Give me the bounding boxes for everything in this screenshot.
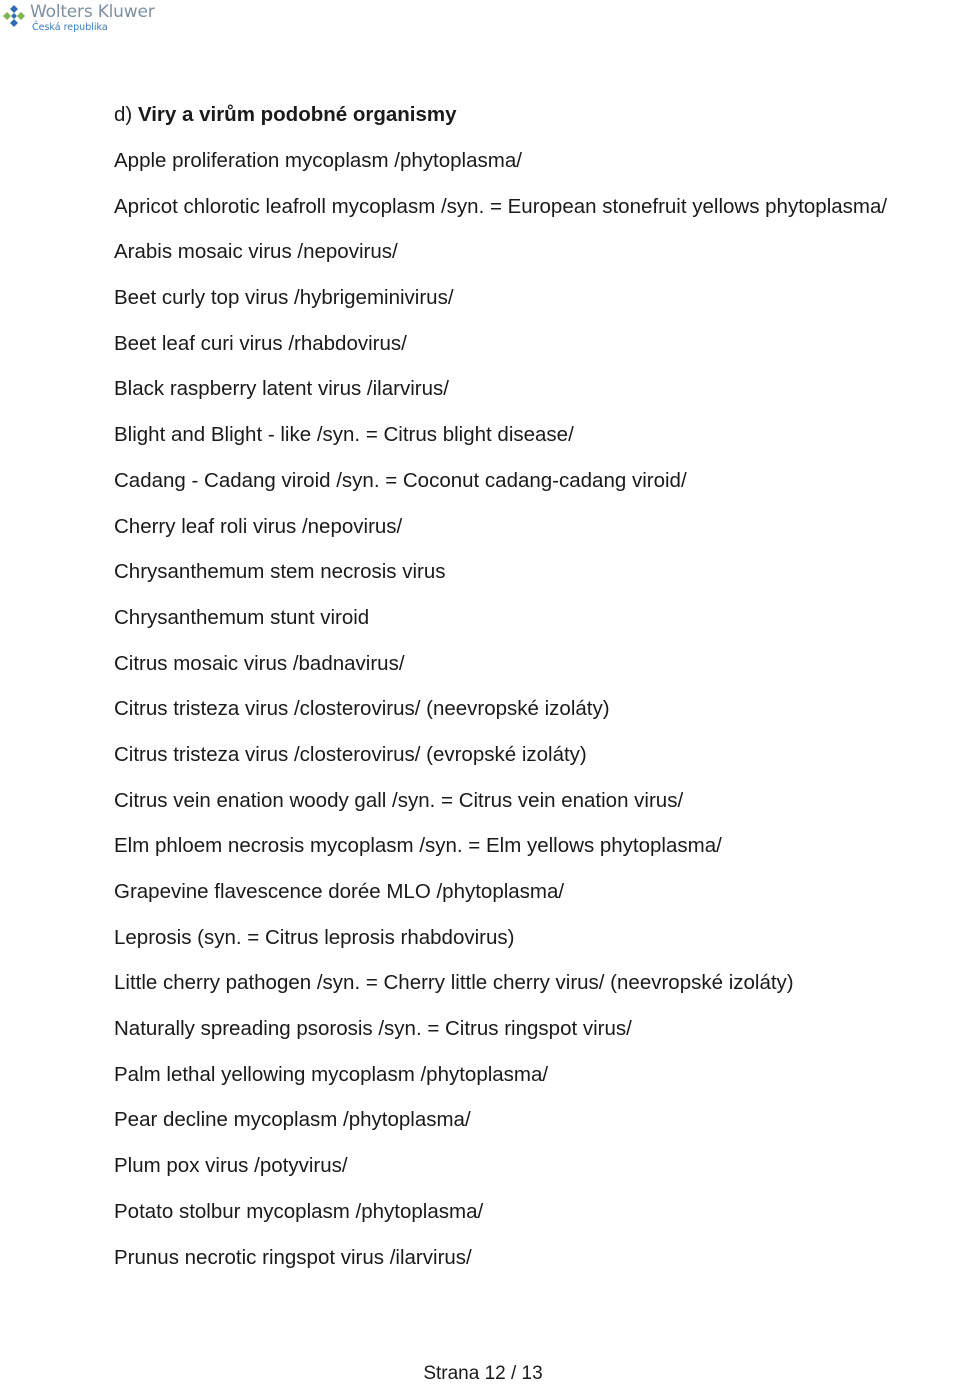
list-item: Grapevine flavescence dorée MLO /phytoplasma/ <box>114 880 565 903</box>
list-item: Prunus necrotic ringspot virus /ilarvirus/ <box>114 1245 472 1269</box>
section-heading <box>114 98 954 132</box>
brand-region: Česká republika <box>32 22 108 33</box>
list-item: Apple proliferation mycoplasm /phytoplasma/ <box>114 149 522 172</box>
list-item: Arabis mosaic virus /nepovirus/ <box>114 240 398 264</box>
logo-text <box>30 2 155 33</box>
list-item: Blight and Blight - like /syn. = Citrus blight disease/ <box>114 423 574 447</box>
header-logo <box>2 2 155 33</box>
list-item: Citrus tristeza virus /closterovirus/ (evropské izoláty) <box>114 742 587 766</box>
list-item: Little cherry pathogen /syn. = Cherry little cherry virus/ (neevropské izoláty) <box>114 971 794 995</box>
section-title: Viry a virům podobné organismy <box>137 103 457 126</box>
list-item: Cherry leaf roli virus /nepovirus/ <box>114 514 403 538</box>
list-item: Apricot chlorotic leafroll mycoplasm /syn. = European stonefruit yellows phytoplasma/ <box>114 194 888 218</box>
page-number: Strana 12 / 13 <box>423 1363 543 1384</box>
section-prefix: d) <box>114 103 133 126</box>
list-item: Potato stolbur mycoplasm /phytoplasma/ <box>114 1199 484 1223</box>
list-item: Cadang - Cadang viroid /syn. = Coconut cadang-cadang viroid/ <box>114 468 687 492</box>
list-item: Citrus mosaic virus /badnavirus/ <box>114 651 405 675</box>
list-item: Chrysanthemum stem necrosis virus <box>114 560 446 584</box>
list-item: Elm phloem necrosis mycoplasm /syn. = Elm yellows phytoplasma/ <box>114 834 722 858</box>
list-item: Black raspberry latent virus /ilarvirus/ <box>114 377 449 401</box>
organism-list <box>114 144 954 1275</box>
wolters-kluwer-logo-icon <box>2 4 26 28</box>
list-item: Beet leaf curi virus /rhabdovirus/ <box>114 331 407 355</box>
list-item: Leprosis (syn. = Citrus leprosis rhabdovirus) <box>114 925 515 949</box>
list-item: Pear decline mycoplasm /phytoplasma/ <box>114 1108 471 1132</box>
document-body <box>114 98 954 1286</box>
brand-name: Wolters Kluwer <box>30 2 155 22</box>
list-item: Naturally spreading psorosis /syn. = Citrus ringspot virus/ <box>114 1017 632 1041</box>
list-item: Plum pox virus /potyvirus/ <box>114 1154 348 1178</box>
list-item: Palm lethal yellowing mycoplasm /phytoplasma/ <box>114 1062 549 1086</box>
list-item: Beet curly top virus /hybrigeminivirus/ <box>114 286 454 310</box>
list-item: Chrysanthemum stunt viroid <box>114 605 370 629</box>
list-item: Citrus vein enation woody gall /syn. = Citrus vein enation virus/ <box>114 788 684 812</box>
list-item: Citrus tristeza virus /closterovirus/ (neevropské izoláty) <box>114 697 610 721</box>
